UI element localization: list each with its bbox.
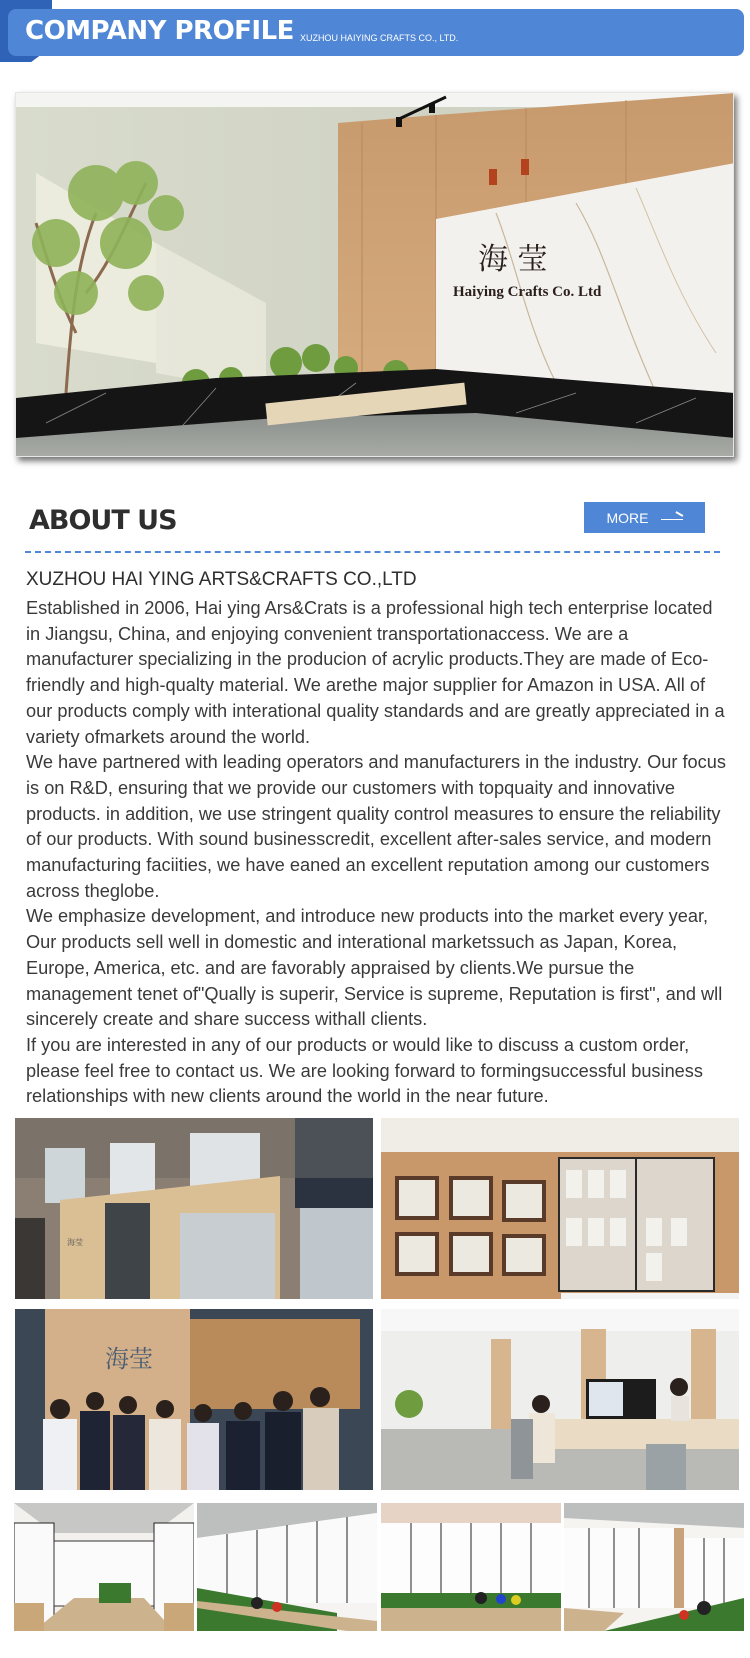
svg-text:海莹: 海莹 xyxy=(67,1238,83,1247)
company-name: XUZHOU HAI YING ARTS&CRAFTS CO.,LTD xyxy=(26,569,417,590)
about-paragraph: If you are interested in any of our products or would like to discuss a custom order, please feel free to contact us. We are looking forward to formingsuccessful business relationships with new clients around the world in the near future. xyxy=(26,1034,703,1107)
about-paragraph: Established in 2006, Hai ying Ars&Crats is a professional high tech enterprise located in Jiangsu, China, and enjoying convenient transportationaccess. We are a manufacturer specializing in the producion of acrylic products.They are made of Eco-friendly and high-qualty material. We arethe major supplier for Amazon in USA. All of our products comply with interational quality standards and are greatly appreciated in a variety ofmarkets around the world. xyxy=(26,598,725,747)
more-label: MORE xyxy=(606,509,649,526)
about-paragraph: We have partnered with leading operators and manufacturers in the industry. Our focus is on R&D, ensuring that we provide our customers with topquaity and innovative products. in addition, we use stringent quality control measures to ensure the reliability of our products. With sound businesscredit, excellent after-sales service, and modern manufacturing faciities, we have eaned an excellent reputation among our customers across theglobe. xyxy=(26,752,726,901)
page-title: COMPANY PROFILE xyxy=(25,16,294,46)
company-subtitle: XUZHOU HAIYING CRAFTS CO., LTD. xyxy=(299,33,459,43)
dashed-divider xyxy=(25,551,720,553)
photo-certificates xyxy=(381,1118,739,1299)
hero-image xyxy=(15,92,734,457)
photo-showroom xyxy=(197,1503,377,1631)
about-body xyxy=(26,596,726,1110)
header-banner xyxy=(8,9,744,56)
photo-showroom xyxy=(381,1503,561,1631)
photo-office xyxy=(381,1309,739,1490)
arrow-right-icon xyxy=(661,514,683,522)
photo-showroom xyxy=(564,1503,744,1631)
photo-team xyxy=(15,1309,373,1490)
more-button[interactable] xyxy=(584,502,705,533)
svg-text:Haiying Crafts Co. Ltd: Haiying Crafts Co. Ltd xyxy=(453,284,602,300)
svg-text:海 莹: 海 莹 xyxy=(478,242,548,277)
svg-text:海莹: 海莹 xyxy=(105,1345,153,1373)
photo-showroom xyxy=(14,1503,194,1631)
about-paragraph: We emphasize development, and introduce new products into the market every year, Our products sell well in domestic and interational marketssuch as Japan, Korea, Europe, America, etc. and are favorably appraised by clients.We pursue the management tenet of"Qually is superir, Service is supreme, Reputation is first", and wll sincerely create and share success withall clients. xyxy=(26,906,723,1030)
section-title: ABOUT US xyxy=(29,505,177,536)
photo-building xyxy=(15,1118,373,1299)
